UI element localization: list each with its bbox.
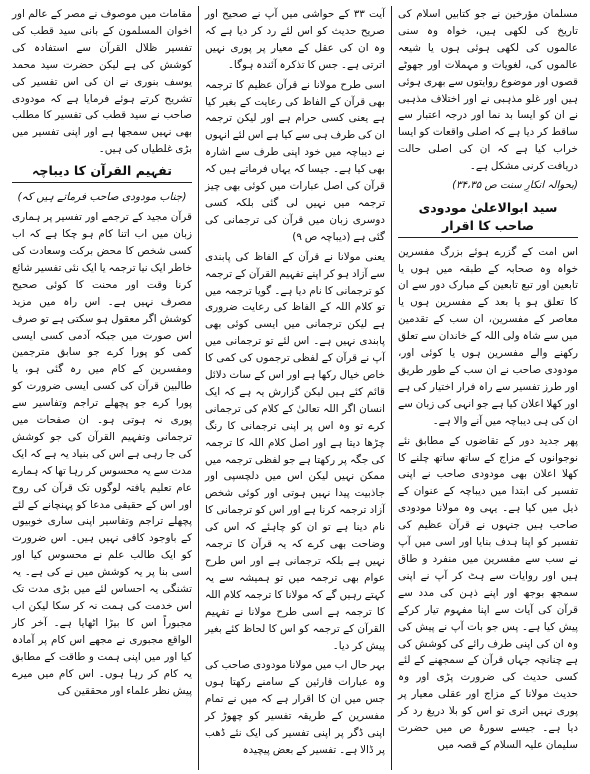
body-paragraph: مسلمان مؤرخین نے جو کتابیں اسلام کی تاریخ کی لکھی ہیں، خواہ وہ سنی عالموں کی لکھی ہوئی ہوں یا شیعہ عالموں کی، لغویات و مہملات اور جھوٹے قصوں اور موضوع روایتوں سے بھری ہوئی ہیں اور غلو مذہبی نے اور اختلاف مذہبی نے ان کو ایسا بد نما اور درجہ اعتبار سے ساقط کر دیا ہے کہ اصلی واقعات کو ایسا خراب کیا ہے کہ ان کی اصلی حالت دریافت کرنی مشکل ہے۔ (398, 8, 578, 173)
column-middle (199, 6, 392, 770)
body-paragraph: یعنی مولانا نے قرآن کے الفاظ کی پابندی سے آزاد ہو کر اپنے تفہیم القرآن کے ترجمہ کو ترجمانی کا نام دیا ہے۔ گویا ترجمہ میں تو کلام اللہ کے الفاظ کی رعایت ضروری ہے لیکن ترجمانی میں ایسی کوئی بھی پابندی نہیں ہے۔ اس لئے تو ترجمانی میں آپ نے قرآن کے لفظی ترجموں کی کمی کا خاص خیال رکھا ہے اور اس کے سات دلائل قائم کئے ہیں لیکن گزارش یہ ہے کہ ایک انسان اگر اللہ تعالیٰ کے کلام کی ترجمانی کرے تو وہ اس پر اپنی ترجمانی کا رنگ چڑھا دیتا ہے اور اصل کلام اللہ کا ترجمہ کی جگہ پر رکھتا ہے جو لفظی ترجمہ میں ممکن نہیں لیکن اس میں دلچسپی اور جاذبیت پیدا نہیں ہوتی اور کوئی شخص آزاد ترجمہ کرنا ہے اور اس کو ترجمانی کا نام دینا ہے تو ان کو چاہئے کہ اس کی وضاحت بھی کرے کہ یہ قرآن کا ترجمہ نہیں ہے بلکہ ترجمانی ہے اور اس طرح عوام بھی ترجمہ میں تو ہمیشہ سے یہ کہتے رہیں گے کہ مولانا کا ترجمہ کلام اللہ کا ترجمہ ہے اسی طرح مولانا نے تفہیم القرآن کے ترجمہ کو اس کا لحاظ کئے بغیر پیش کر دیا۔ (205, 250, 385, 652)
body-paragraph: اس امت کے گزرے ہوئے بزرگ مفسرین خواہ وہ صحابہ کے طبقہ میں ہوں یا تابعین اور تبع تابعین کے مبارک دور سے ان کا تعلق ہو یا بعد کے مفسرین ہوں یا معاصر کے مفسرین، ان سب کے تقدمین میں سے شاہ ولی اللہ کے خاندان سے تعلق رکھنے والے مفسرین ہوں یا کوئی اور، مودودی صاحب نے ان سب کے طور طریق اور طرز تفسیر سے راہ فرار اختیار کی ہے اور کھلا اعلان کیا ہے جو انہی کی زبان سے ان کی ہی دیباچہ میں آنے والا ہے۔ (398, 245, 578, 427)
body-paragraph: اسی طرح مولانا نے قرآن عظیم کا ترجمہ بھی قرآن کے الفاظ کی رعایت کے بغیر کیا ہے یعنی کسی حرام ہے اور لیکن ترجمہ ان کی طرف ہی سے کیا ہے اس لئے انہوں نے دیباچہ میں خود اپنی طرف سے اشارہ بھی کیا ہے۔ جیسا کہ یہاں فرماتے ہیں کہ قرآن کی اصل عبارات میں کوئی بھی چیز ترجمہ میں نہیں لی گئی بلکہ کسی دوسری زبان میں قرآن کی ترجمانی کی گئی ہے (دیباچہ ص ۹) (205, 78, 385, 243)
body-paragraph: پھر جدید دور کے تقاضوں کے مطابق نئے نوجوانوں کے مزاج کے ساتھ ساتھ چلنے کا کھلا اعلان بھی مودودی صاحب نے اپنی تفسیر کی ابتدا میں دیباچہ کے عنوان کے ذیل میں کیا ہے۔ یہی وہ مولانا مودودی صاحب ہیں جنہوں نے قرآن عظیم کی تفسیر کو اپنا ہدف بنایا اور اسی میں آپ نے سب سے مفسرین میں منفرد و طاق ہیں اور روایات سے ہٹ کر آپ نے اپنی سمجھ بوجھ اور اپنے ذہن کی مدد سے قرآن کی آیات سے اپنا مفہوم تیار کرکے پیش کیا ہے۔ پس جو بات آپ نے پیش کی وہ ان کی اپنی طرف رائے کی کوشش کی ہے چنانچہ جہاں قرآن کے سمجھنے کے لئے کسی حدیث کی ضرورت پڑی اور وہ حدیث مولانا کے مزاج اور عقلی معیار پر پوری نہیں اتری تو اس کو بلا دریغ رد کر دیا ہے۔ جیسے سورۂ ص میں حضرت سلیمان علیہ السلام کے قصہ میں (398, 434, 578, 751)
section-heading: تفہیم القرآن کا دیباچہ (12, 162, 192, 183)
reference-note: (بحوالہ انکارِ سنت ص ۳۴،۳۵) (452, 180, 578, 192)
section-heading: سید ابوالاعلیٰ مودودی صاحب کا اقرار (398, 199, 578, 238)
column-right (392, 6, 584, 770)
body-paragraph: بہر حال اب میں مولانا مودودی صاحب کی وہ عبارات قارئین کے سامنے رکھتا ہوں جس میں ان کا اقرار ہے کہ میں نے تمام مفسرین کے طریقہ تفسیر کو چھوڑ کر اپنی ڈگر پر اپنی تفسیر کی ایک نئے ڈھب پر ڈالا ہے۔ تفسیر کے بعض پیچیدہ (205, 659, 385, 756)
section-subheading: (جناب مودودی صاحب فرماتے ہیں کہ) (17, 191, 187, 204)
column-left (6, 6, 199, 770)
body-paragraph: آیت ۳۳ کے حواشی میں آپ نے صحیح اور صریح حدیث کو اس لئے رد کر دیا ہے کہ وہ ان کی عقل کے معیار پر پوری نہیں اترتی ہے۔ جس کا تذکرہ آئندہ ہوگا۔ (205, 8, 385, 71)
body-paragraph: مقامات میں موصوف نے مصر کے عالم اور اخوان المسلمون کے بانی سید قطب کی تفسیر ظلال القرآن سے استفادہ کی کوشش کی ہے لیکن حضرت سید محمد یوسف بنوری نے ان کی اس تفسیر کی تشریح کرتے ہوئے فرمایا ہے کہ مودودی صاحب نے سید قطب کی تفسیر کا مطلب بھی نہیں سمجھا ہے اور اپنی تفسیر میں بڑی غلطیاں کی ہیں۔ (12, 8, 192, 156)
body-paragraph: قرآن مجید کے ترجمے اور تفسیر پر ہماری زبان میں اب اتنا کام ہو چکا ہے کہ اب کسی شخص کا محض برکت وسعادت کی خاطر ایک نیا ترجمہ یا ایک نئی تفسیر شائع کرنا وقت اور محنت کا کوئی صحیح مصرف نہیں ہے۔ اس راہ میں مزید کوشش اگر معقول ہو سکتی ہے تو صرف اس صورت میں جبکہ آدمی کسی ایسی کمی کو پورا کرے جو سابق مترجمین ومفسرین کے کام میں رہ گئی ہو، یا طالبین قرآن کی کسی ایسی ضرورت کو پورا کرے جو پچھلے تراجم وتفاسیر سے پوری نہ ہوتی ہو۔ ان صفحات میں ترجمانی وتفہیم القرآن کی جو کوشش کی جا رہی ہے اس کی بنیاد یہ ہے کہ ایک مدت سے یہ محسوس کر رہا تھا کہ ہمارے عام تعلیم یافتہ لوگوں تک قرآن کی روح اور اس کے حقیقی مدعا کو پہنچانے کے لئے پچھلے تراجم وتفاسیر اپنی ساری خوبیوں کے باوجود کافی نہیں ہیں۔ اس ضرورت کو ایک طالب علم نے محسوس کیا اور اسی بنا پر یہ کوشش میں نے کی ہے۔ یہ تشنگی یہ احساس لئے میں بڑی مدت تک اس خدمت کی ہمت نہ کر سکا لیکن اب مجبوراً اس کا بیڑا اٹھایا ہے۔ آخر کار الواقع مجبوری نے مجھے اس کام پر آمادہ کیا اور میں اپنی ہمت و طاقت کے مطابق یہ کام کر رہا ہوں۔ اس کام میں میرے پیش نظر علماء اور محققین کی (12, 211, 192, 697)
